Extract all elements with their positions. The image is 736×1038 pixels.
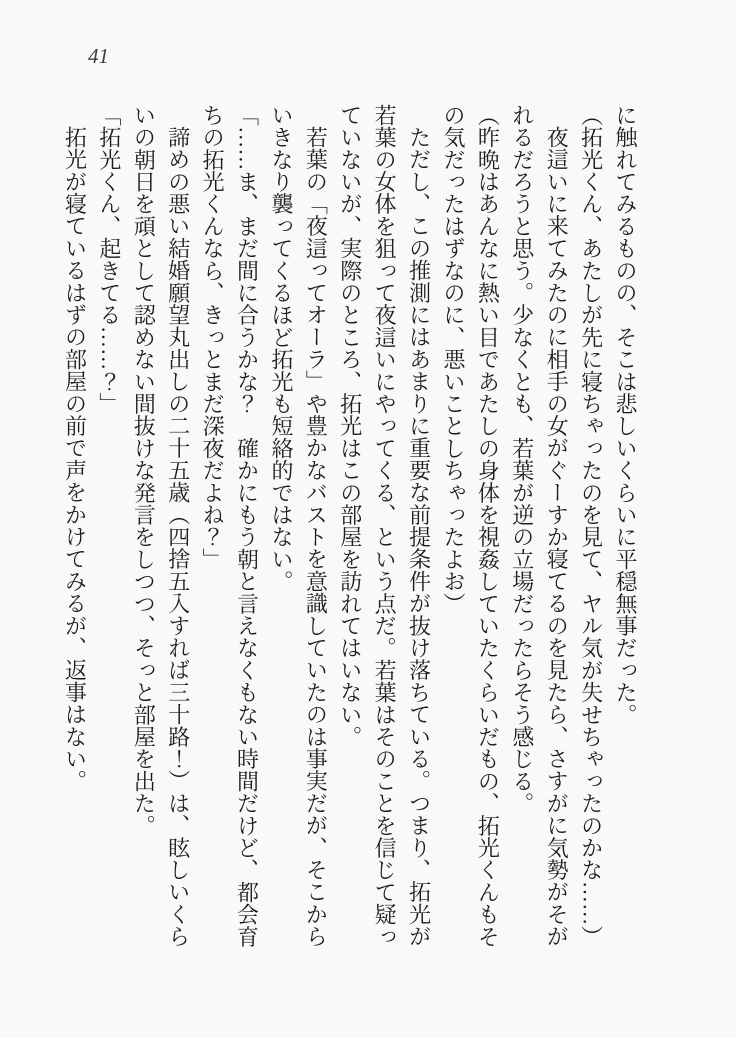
text-line: 若葉の「夜這ってオーラ」や豊かなバストを意識していたのは事実だが、そこから (303, 126, 329, 948)
text-line: に触れてみるものの、そこは悲しいくらいに平穏無事だった。 (613, 104, 638, 726)
text-line: れるだろうと思う。少なくとも、若葉が逆の立場だったらそう感じる。 (509, 104, 535, 815)
text-line: 夜這いに来てみたのに相手の女がぐーすか寝てるのを見たら、さすがに気勢がそが (544, 126, 570, 948)
text-line: いの朝日を頑として認めない間抜けな発言をしつつ、そっと部屋を出た。 (131, 104, 157, 837)
text-line: （昨晩はあんなに熱い目であたしの身体を視姦していたくらいだもの、拓光くんもそ (475, 104, 501, 948)
text-line: いきなり襲ってくるほど拓光も短絡的ではない。 (268, 104, 294, 593)
text-line: ただし、この推測にはあまりに重要な前提条件が抜け落ちている。つまり、拓光が (406, 126, 432, 948)
text-line: 諦めの悪い結婚願望丸出しの二十五歳（四捨五入すれば三十路！）は、眩しいくら (165, 126, 191, 948)
text-line: 「……ま、まだ間に合うかな？ 確かにもう朝と言えなくもない時間だけど、都会育 (234, 104, 260, 948)
vertical-text-block (57, 104, 642, 970)
page-number: 41 (88, 44, 109, 68)
text-line: ちの拓光くんなら、きっとまだ深夜だよね？」 (200, 104, 226, 571)
text-line: （拓光くん、あたしが先に寝ちゃったのを見て、ヤル気が失せちゃったのかな……） (578, 104, 604, 948)
text-line: 拓光が寝ているはずの部屋の前で声をかけてみるが、返事はない。 (62, 126, 88, 792)
text-line: ていないが、実際のところ、拓光はこの部屋を訪れてはいない。 (337, 104, 363, 748)
text-line: 「拓光くん、起きてる……？」 (96, 104, 122, 415)
text-line: 若葉の女体を狙って夜這いにやってくる、という点だ。若葉はそのことを信じて疑っ (372, 104, 398, 948)
text-line: の気だったはずなのに、悪いことしちゃったよお） (440, 104, 466, 615)
